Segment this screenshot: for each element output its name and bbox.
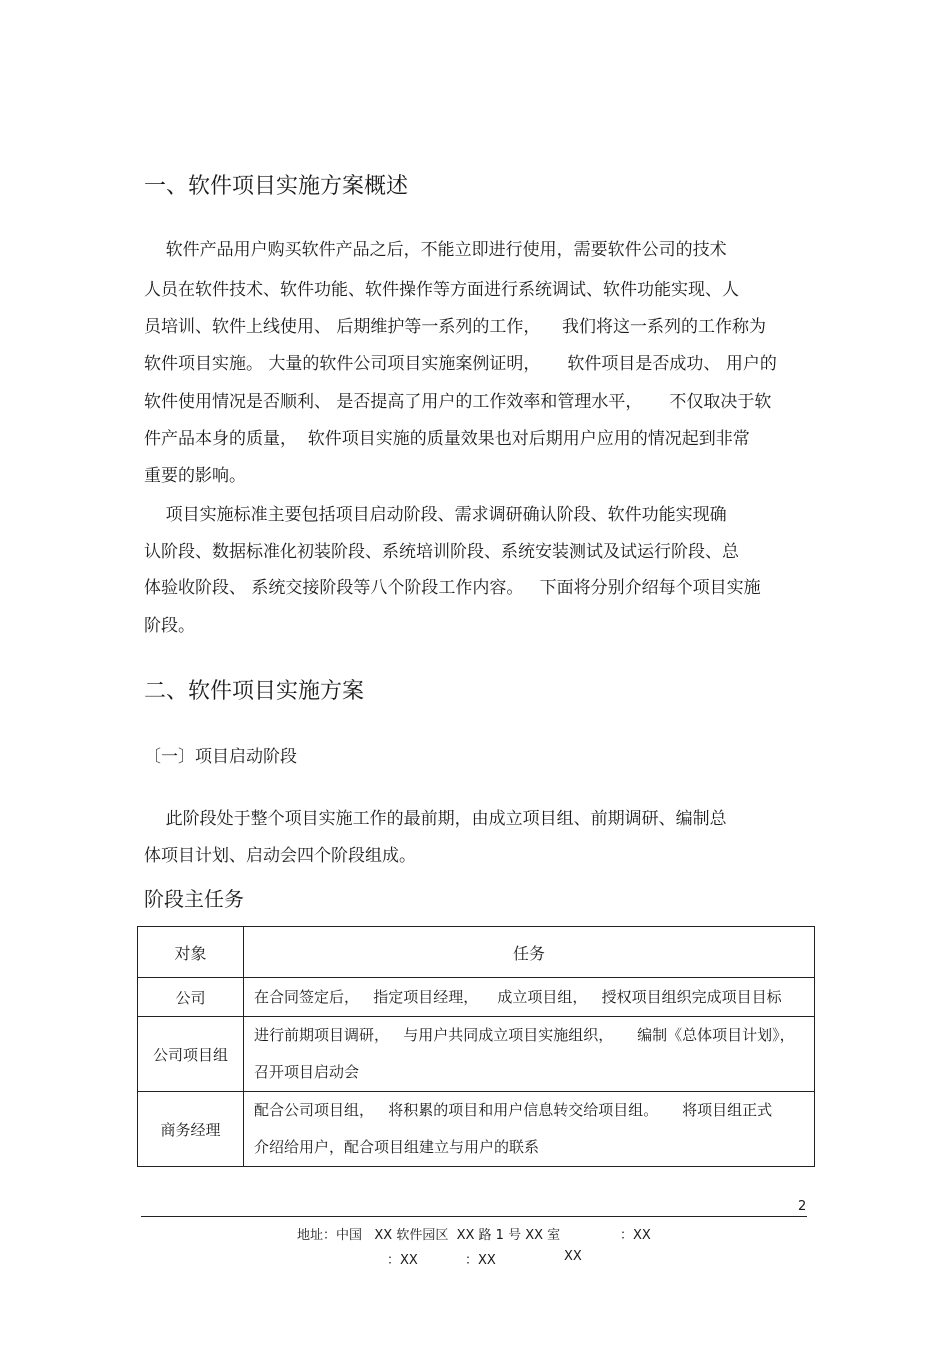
section1-para1-line: 软件使用情况是否顺利、 是否提高了用户的工作效率和管理水平， 不仅取决于软 (144, 392, 772, 412)
row-object: 商务经理 (138, 1092, 244, 1167)
section1-para1-line: 件产品本身的质量， 软件项目实施的质量效果也对后期用户应用的情况起到非常 (144, 429, 750, 449)
footer-contact-1: ：XX (620, 1228, 651, 1243)
row-task (244, 978, 815, 1017)
footer-contact-3: ：XX (465, 1253, 496, 1268)
section1-para1-line: 人员在软件技术、软件功能、软件操作等方面进行系统调试、软件功能实现、人 (144, 280, 739, 300)
row-task-line: 进行前期项目调研， 与用户共同成立项目实施组织， 编制《总体项目计划》， (254, 1026, 795, 1044)
row-object: 公司项目组 (138, 1017, 244, 1092)
row-object: 公司 (138, 978, 244, 1017)
subsection-title: 〔一〕项目启动阶段 (144, 747, 297, 767)
row-task-line: 在合同签定后， 指定项目经理， 成立项目组， 授权项目组织完成项目目标 (254, 987, 782, 1006)
section2-para-line: 体项目计划、启动会四个阶段组成。 (144, 846, 416, 866)
section2-para-line: 此阶段处于整个项目实施工作的最前期，由成立项目组、前期调研、编制总 (144, 809, 727, 829)
footer-divider (141, 1216, 807, 1217)
row-task (244, 1092, 815, 1167)
section1-para1-line: 软件项目实施。 大量的软件公司项目实施案例证明， 软件项目是否成功、 用户的 (144, 354, 777, 374)
section1-para2-line: 体验收阶段、 系统交接阶段等八个阶段工作内容。 下面将分别介绍每个项目实施 (144, 578, 761, 598)
header-object: 对象 (138, 927, 244, 978)
section1-para2-line: 认阶段、数据标准化初装阶段、系统培训阶段、系统安装测试及试运行阶段、总 (144, 542, 739, 562)
section2-title: 二、软件项目实施方案 (144, 679, 365, 704)
footer-address: 地址：中国 XX 软件园区 XX 路 1 号 XX 室 (297, 1228, 561, 1243)
page-number: 2 (798, 1199, 807, 1214)
task-table (137, 926, 815, 1167)
section1-para1-line: 软件产品用户购买软件产品之后，不能立即进行使用，需要软件公司的技术 (144, 240, 727, 260)
section1-title: 一、软件项目实施方案概述 (144, 174, 409, 199)
footer-contact-2: ：XX (387, 1253, 418, 1268)
row-task-line: 配合公司项目组， 将积累的项目和用户信息转交给项目组。 将项目组正式 (254, 1101, 773, 1119)
footer-contact-4: XX (564, 1249, 582, 1264)
row-task (244, 1017, 815, 1092)
row-task-line: 介绍给用户，配合项目组建立与用户的联系 (254, 1138, 540, 1156)
header-task: 任务 (244, 927, 815, 978)
table-row (138, 1092, 815, 1167)
row-task-line: 召开项目启动会 (254, 1063, 360, 1081)
table-row (138, 1017, 815, 1092)
section1-para2-line: 阶段。 (144, 616, 195, 636)
table-header-row (138, 927, 815, 978)
table-label: 阶段主任务 (144, 887, 244, 911)
table-row (138, 978, 815, 1017)
section1-para2-line: 项目实施标准主要包括项目启动阶段、需求调研确认阶段、软件功能实现确 (144, 505, 727, 525)
section1-para1-line: 重要的影响。 (144, 466, 246, 486)
section1-para1-line: 员培训、软件上线使用、 后期维护等一系列的工作， 我们将这一系列的工作称为 (144, 317, 767, 337)
